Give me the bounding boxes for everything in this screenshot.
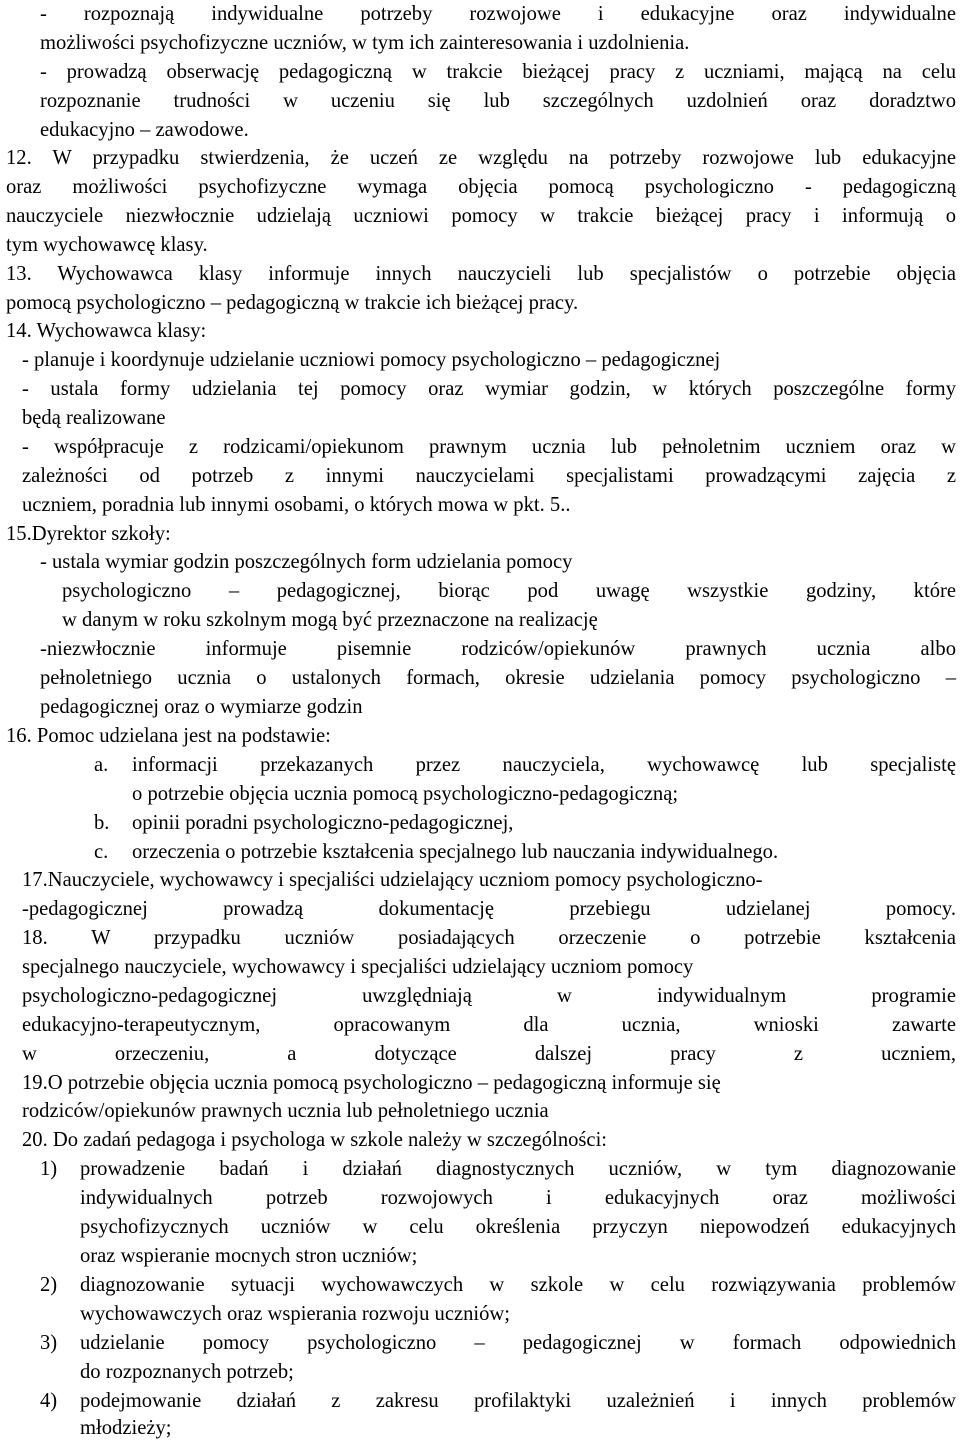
- list-marker: c.: [94, 841, 109, 863]
- list-item: informacji przekazanych przez nauczyciela, wychowawcę lub specjalistę: [132, 754, 956, 776]
- list-item: uczniem, poradnia lub innymi osobami, o których mowa w pkt. 5..: [22, 494, 571, 516]
- paragraph-18-line: w orzeczeniu, a dotyczące dalszej pracy z uczniem,: [22, 1043, 956, 1065]
- list-marker: 2): [40, 1274, 58, 1296]
- list-item: oraz wspieranie mocnych stron uczniów;: [80, 1245, 418, 1267]
- paragraph-17-line: -pedagogicznej prowadzą dokumentację przebiegu udzielanej pomocy.: [22, 898, 956, 920]
- list-marker: 1): [40, 1158, 58, 1180]
- list-item: indywidualnych potrzeb rozwojowych i edukacyjnych oraz możliwości: [80, 1187, 956, 1209]
- paragraph-17-line: 17.Nauczyciele, wychowawcy i specjaliści udzielający uczniom pomocy psychologiczno-: [22, 869, 763, 891]
- list-marker: 4): [40, 1390, 58, 1412]
- list-item: - ustala wymiar godzin poszczególnych form udzielania pomocy: [40, 551, 573, 573]
- text-line: - prowadzą obserwację pedagogiczną w trakcie bieżącej pracy z uczniami, mającą na celu: [40, 61, 956, 83]
- list-item: orzeczenia o potrzebie kształcenia specjalnego lub nauczania indywidualnego.: [132, 841, 779, 863]
- list-item: diagnozowanie sytuacji wychowawczych w szkole w celu rozwiązywania problemów: [80, 1274, 956, 1296]
- paragraph-18-line: psychologiczno-pedagogicznej uwzględniają w indywidualnym programie: [22, 985, 956, 1007]
- paragraph-12-line: nauczyciele niezwłocznie udzielają uczniowi pomocy w trakcie bieżącej pracy i informują o: [6, 205, 956, 227]
- list-item: w danym w roku szkolnym mogą być przeznaczone na realizację: [62, 609, 598, 631]
- paragraph-19-line: 19.O potrzebie objęcia ucznia pomocą psychologiczno – pedagogiczną informuje się: [22, 1072, 721, 1094]
- list-marker: 3): [40, 1332, 58, 1354]
- list-marker: a.: [94, 754, 109, 776]
- list-item: o potrzebie objęcia ucznia pomocą psychologiczno-pedagogiczną;: [132, 783, 679, 805]
- paragraph-12-line: oraz możliwości psychofizyczne wymaga objęcia pomocą psychologiczno - pedagogiczną: [6, 176, 956, 198]
- paragraph-18-line: edukacyjno-terapeutycznym, opracowanym dla ucznia, wnioski zawarte: [22, 1014, 956, 1036]
- list-item: - ustala formy udzielania tej pomocy oraz wymiar godzin, w których poszczególne formy: [22, 378, 956, 400]
- list-item: psychofizycznych uczniów w celu określenia przyczyn niepowodzeń edukacyjnych: [80, 1216, 956, 1238]
- list-item: udzielanie pomocy psychologiczno – pedagogicznej w formach odpowiednich: [80, 1332, 956, 1354]
- list-item: opinii poradni psychologiczno-pedagogicznej,: [132, 812, 514, 834]
- paragraph-14-heading: 14. Wychowawca klasy:: [6, 320, 207, 342]
- list-item: pełnoletniego ucznia o ustalonych formach, okresie udzielania pomocy psychologiczno –: [40, 667, 956, 689]
- paragraph-18-line: specjalnego nauczyciele, wychowawcy i specjaliści udzielający uczniom pomocy: [22, 956, 694, 978]
- paragraph-12-line: 12. W przypadku stwierdzenia, że uczeń ze względu na potrzeby rozwojowe lub edukacyjne: [6, 147, 956, 169]
- list-item: podejmowanie działań z zakresu profilaktyki uzależnień i innych problemów: [80, 1390, 956, 1412]
- list-item: wychowawczych oraz wspierania rozwoju uczniów;: [80, 1303, 511, 1325]
- paragraph-18-line: 18. W przypadku uczniów posiadających orzeczenie o potrzebie kształcenia: [22, 927, 956, 949]
- list-item: psychologiczno – pedagogicznej, biorąc pod uwagę wszystkie godziny, które: [62, 580, 956, 602]
- list-item: młodzieży;: [80, 1417, 172, 1439]
- paragraph-13-line: pomocą psychologiczno – pedagogiczną w trakcie ich bieżącej pracy.: [6, 292, 579, 314]
- text-line: - rozpoznają indywidualne potrzeby rozwojowe i edukacyjne oraz indywidualne: [40, 3, 956, 25]
- list-item: zależności od potrzeb z innymi nauczycielami specjalistami prowadzącymi zajęcia z: [22, 465, 956, 487]
- list-item: do rozpoznanych potrzeb;: [80, 1361, 294, 1383]
- list-item: - planuje i koordynuje udzielanie uczniowi pomocy psychologiczno – pedagogicznej: [22, 349, 721, 371]
- list-item: pedagogicznej oraz o wymiarze godzin: [40, 696, 363, 718]
- list-item: będą realizowane: [22, 407, 166, 429]
- paragraph-19-line: rodziców/opiekunów prawnych ucznia lub pełnoletniego ucznia: [22, 1100, 549, 1122]
- text-line: możliwości psychofizyczne uczniów, w tym ich zainteresowania i uzdolnienia.: [40, 32, 690, 54]
- paragraph-15-heading: 15.Dyrektor szkoły:: [6, 523, 171, 545]
- list-marker: b.: [94, 812, 110, 834]
- list-item: -niezwłocznie informuje pisemnie rodziców/opiekunów prawnych ucznia albo: [40, 638, 956, 660]
- paragraph-16-heading: 16. Pomoc udzielana jest na podstawie:: [6, 725, 331, 747]
- list-item: prowadzenie badań i działań diagnostycznych uczniów, w tym diagnozowanie: [80, 1158, 956, 1180]
- paragraph-20-heading: 20. Do zadań pedagoga i psychologa w szkole należy w szczególności:: [22, 1129, 608, 1151]
- text-line: edukacyjno – zawodowe.: [40, 119, 249, 141]
- paragraph-12-line: tym wychowawcę klasy.: [6, 234, 208, 256]
- text-line: rozpoznanie trudności w uczeniu się lub szczególnych uzdolnień oraz doradztwo: [40, 90, 956, 112]
- list-item: - współpracuje z rodzicami/opiekunom prawnym ucznia lub pełnoletnim uczniem oraz w: [22, 436, 956, 458]
- paragraph-13-line: 13. Wychowawca klasy informuje innych nauczycieli lub specjalistów o potrzebie objęcia: [6, 263, 956, 285]
